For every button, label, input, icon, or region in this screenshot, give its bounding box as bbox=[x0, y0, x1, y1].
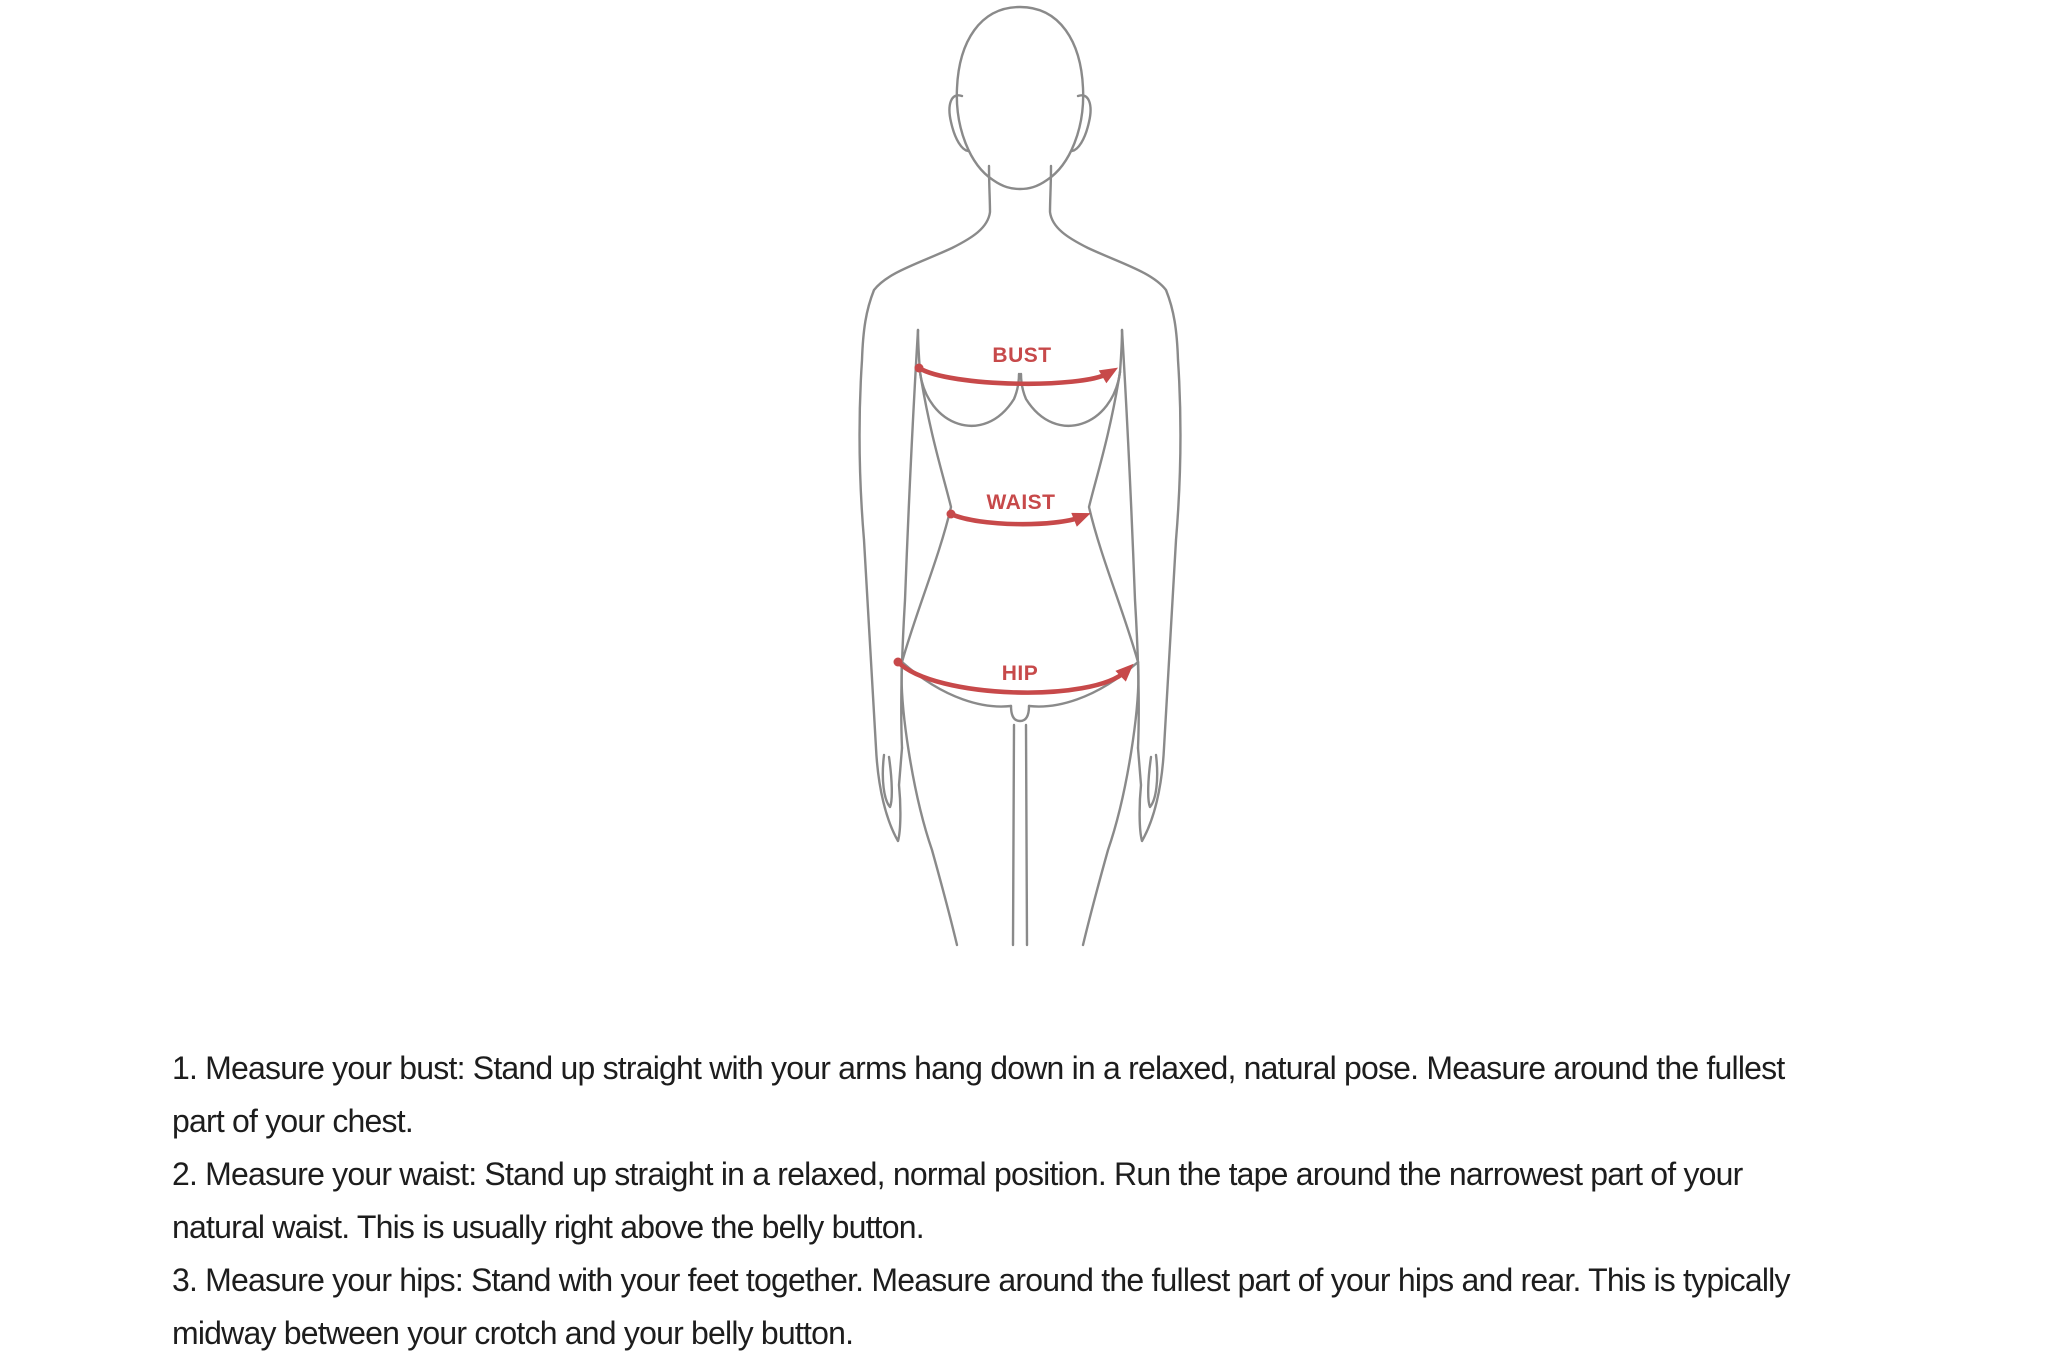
instruction-waist-line-2: natural waist. This is usually right above the belly button. bbox=[172, 1209, 924, 1245]
figure-right-inner-arm bbox=[1122, 330, 1139, 748]
instruction-bust-line-1: 1. Measure your bust: Stand up straight with your arms hang down in a relaxed, natural pose. Measure around the fullest bbox=[172, 1050, 1785, 1086]
instruction-waist bbox=[172, 1148, 2002, 1254]
figure-right-outer-leg bbox=[1083, 662, 1138, 945]
instruction-bust bbox=[172, 1042, 2002, 1148]
hip-label: HIP bbox=[1001, 662, 1039, 685]
figure-right-hip-curve bbox=[1029, 662, 1138, 707]
figure-left-neck-arm bbox=[860, 166, 990, 841]
bust-measure-arrow bbox=[919, 368, 1109, 384]
figure-left-inner-thigh bbox=[1013, 725, 1014, 945]
instruction-waist-line-1: 2. Measure your waist: Stand up straight in a relaxed, normal position. Run the tape around the narrowest part of your bbox=[172, 1156, 1743, 1192]
instruction-bust-line-2: part of your chest. bbox=[172, 1103, 413, 1139]
figure-left-inner-arm bbox=[901, 330, 918, 748]
instruction-hips-line-2: midway between your crotch and your belly button. bbox=[172, 1315, 854, 1351]
instruction-hips bbox=[172, 1254, 2002, 1360]
figure-left-outer-leg bbox=[902, 662, 957, 945]
instruction-hips-line-1: 3. Measure your hips: Stand with your feet together. Measure around the fullest part of your hips and rear. This is typically bbox=[172, 1262, 1790, 1298]
waist-measure-arrow bbox=[951, 514, 1081, 524]
figure-right-neck-arm bbox=[1050, 166, 1180, 841]
figure-crotch-curve bbox=[1011, 706, 1029, 721]
figure-right-thumb bbox=[1148, 755, 1157, 807]
waist-label: WAIST bbox=[986, 491, 1056, 514]
figure-head-outline bbox=[957, 7, 1083, 189]
measuring-instructions bbox=[172, 1042, 2002, 1360]
figure-right-inner-thigh bbox=[1026, 725, 1027, 945]
figure-left-thumb bbox=[883, 755, 892, 807]
figure-right-armpit bbox=[1120, 330, 1122, 372]
bust-label: BUST bbox=[992, 344, 1052, 367]
body-measurement-diagram bbox=[830, 0, 1210, 960]
